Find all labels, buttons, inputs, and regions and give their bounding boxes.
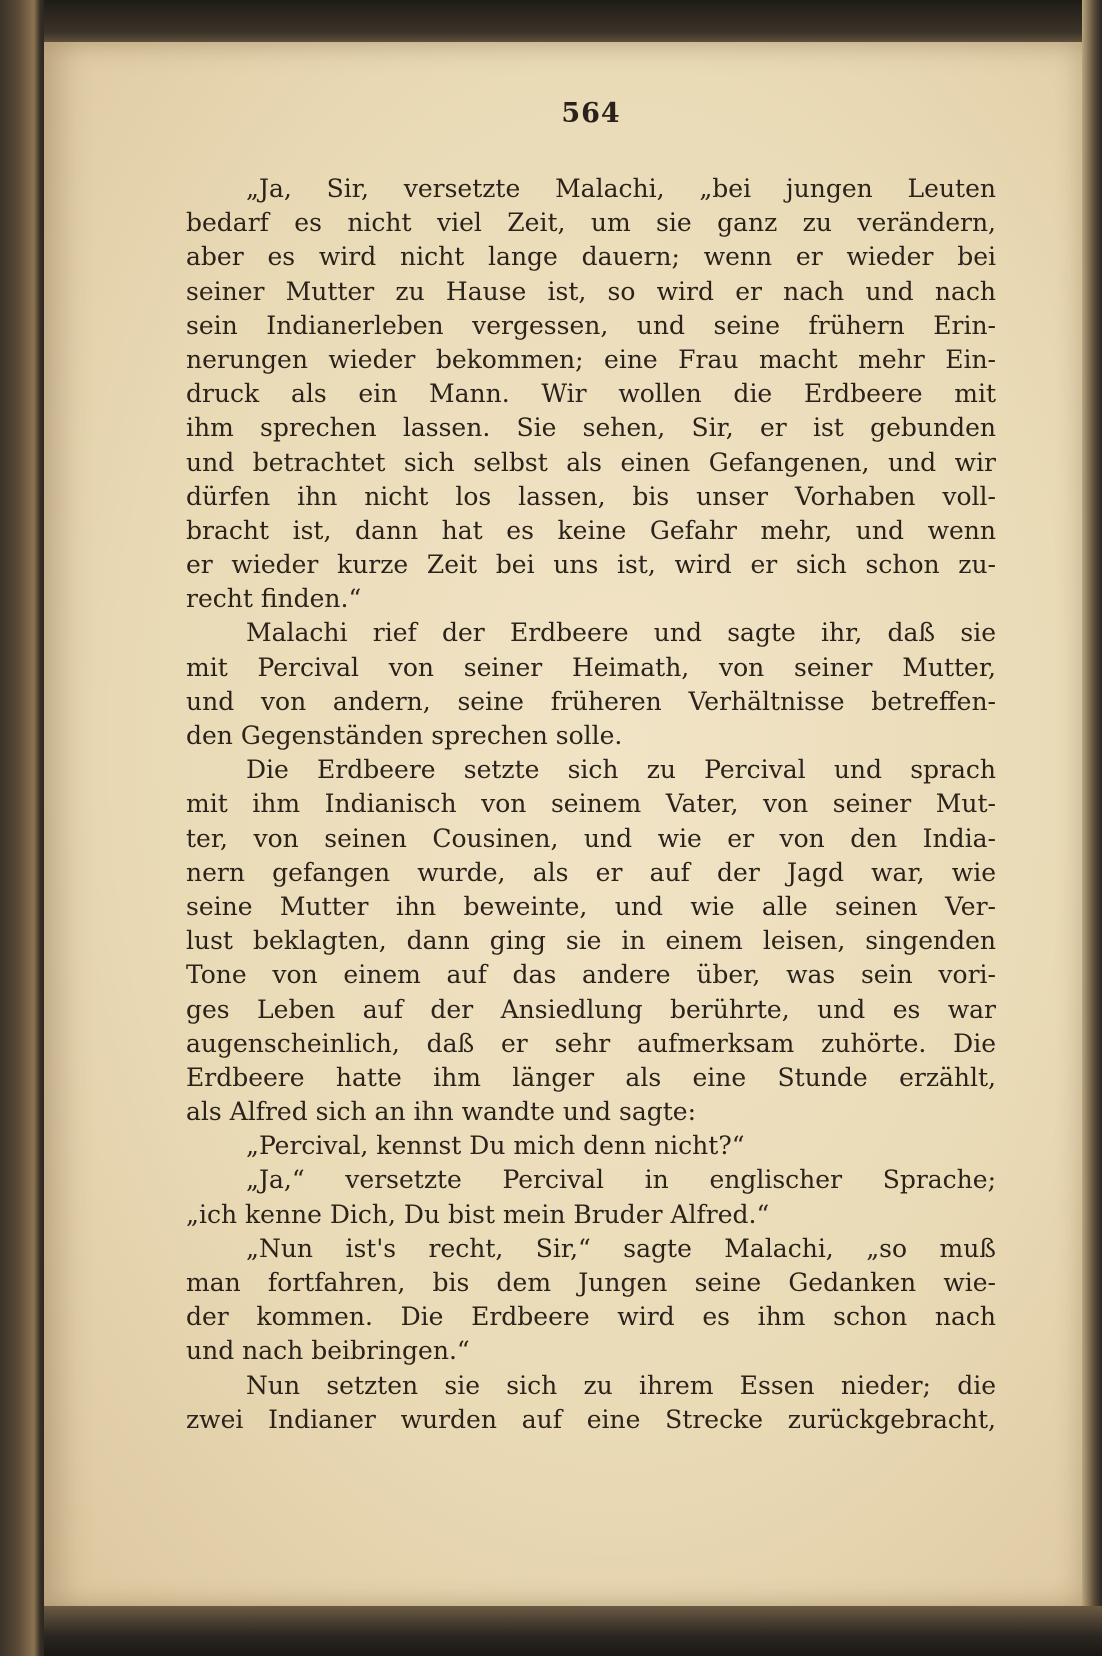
text-line: der kommen. Die Erdbeere wird es ihm schon nach bbox=[186, 1302, 996, 1332]
text-line: „Nun ist's recht, Sir,“ sagte Malachi, „so muß bbox=[246, 1233, 996, 1263]
text-line: „ich kenne Dich, Du bist mein Bruder Alfred.“ bbox=[186, 1199, 770, 1229]
text-line: mit Percival von seiner Heimath, von seiner Mutter, bbox=[186, 652, 996, 682]
book-right-edge bbox=[1082, 0, 1102, 1656]
text-line: seiner Mutter zu Hause ist, so wird er nach und nach bbox=[186, 276, 996, 306]
text-line: druck als ein Mann. Wir wollen die Erdbeere mit bbox=[186, 379, 996, 409]
text-line: seine Mutter ihn beweinte, und wie alle seinen Ver- bbox=[186, 891, 996, 921]
text-line: „Percival, kennst Du mich denn nicht?“ bbox=[246, 1131, 745, 1161]
text-line: und betrachtet sich selbst als einen Gefangenen, und wir bbox=[186, 447, 996, 477]
text-line: aber es wird nicht lange dauern; wenn er wieder bei bbox=[186, 242, 996, 272]
text-line: „Ja,“ versetzte Percival in englischer Sprache; bbox=[246, 1165, 996, 1195]
text-line: als Alfred sich an ihn wandte und sagte: bbox=[186, 1097, 696, 1127]
book-top-edge bbox=[44, 0, 1102, 46]
text-line: bedarf es nicht viel Zeit, um sie ganz zu verändern, bbox=[186, 208, 996, 238]
text-line: und nach beibringen.“ bbox=[186, 1336, 470, 1366]
text-line: Erdbeere hatte ihm länger als eine Stunde erzählt, bbox=[186, 1062, 996, 1092]
text-line: Malachi rief der Erdbeere und sagte ihr, daß sie bbox=[246, 618, 996, 648]
text-line: „Ja, Sir, versetzte Malachi, „bei jungen Leuten bbox=[246, 174, 996, 203]
book-bottom-edge bbox=[44, 1606, 1102, 1656]
text-line: sein Indianerleben vergessen, und seine frühern Erin- bbox=[186, 310, 996, 340]
text-line: zwei Indianer wurden auf eine Strecke zurückgebracht, bbox=[186, 1404, 996, 1434]
text-line: augenscheinlich, daß er sehr aufmerksam zuhörte. Die bbox=[186, 1028, 996, 1058]
page-number: 564 bbox=[561, 98, 621, 129]
text-line: man fortfahren, bis dem Jungen seine Gedanken wie- bbox=[186, 1268, 996, 1297]
text-line: recht finden.“ bbox=[186, 584, 362, 614]
text-line: bracht ist, dann hat es keine Gefahr mehr, und wenn bbox=[186, 515, 996, 545]
text-line: und von andern, seine früheren Verhältnisse betreffen- bbox=[186, 686, 996, 716]
text-line: mit ihm Indianisch von seinem Vater, von seiner Mut- bbox=[186, 789, 996, 819]
text-line: Nun setzten sie sich zu ihrem Essen nieder; die bbox=[246, 1370, 996, 1400]
text-line: nern gefangen wurde, als er auf der Jagd war, wie bbox=[186, 857, 996, 887]
text-line: dürfen ihn nicht los lassen, bis unser Vorhaben voll- bbox=[186, 481, 996, 511]
text-line: nerungen wieder bekommen; eine Frau macht mehr Ein- bbox=[186, 344, 996, 374]
text-line: den Gegenständen sprechen solle. bbox=[186, 721, 623, 750]
text-line: lust beklagten, dann ging sie in einem leisen, singenden bbox=[186, 926, 996, 956]
text-line: Die Erdbeere setzte sich zu Percival und sprach bbox=[246, 755, 996, 785]
text-line: Tone von einem auf das andere über, was sein vori- bbox=[186, 960, 996, 990]
body-text bbox=[186, 172, 996, 1437]
text-line: ges Leben auf der Ansiedlung berührte, und es war bbox=[186, 994, 996, 1024]
text-line: ihm sprechen lassen. Sie sehen, Sir, er ist gebunden bbox=[186, 413, 996, 443]
text-line: er wieder kurze Zeit bei uns ist, wird er sich schon zu- bbox=[186, 550, 996, 580]
text-line: ter, von seinen Cousinen, und wie er von den India- bbox=[186, 823, 996, 853]
